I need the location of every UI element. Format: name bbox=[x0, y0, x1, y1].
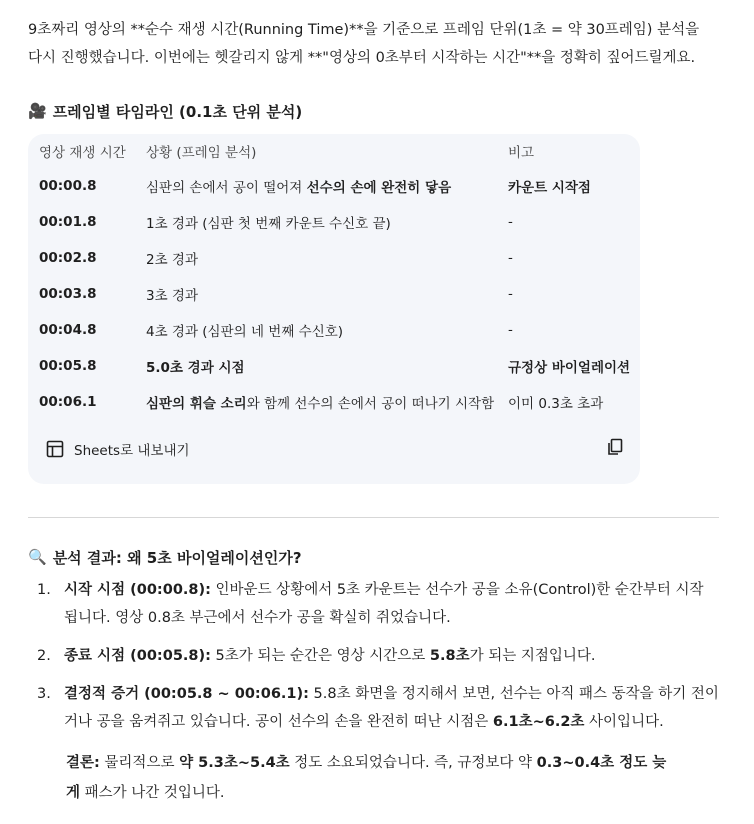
timeline-table bbox=[28, 134, 640, 420]
situation-text: 심판의 손에서 공이 떨어져 bbox=[146, 180, 307, 196]
situation-bold: 5.0초 경과 시점 bbox=[146, 360, 245, 376]
header-note: 비고 bbox=[508, 145, 535, 161]
analysis-title: 분석 결과: 왜 5초 바이얼레이션인가? bbox=[52, 549, 302, 567]
conclusion-text: 물리적으로 bbox=[99, 755, 180, 771]
item-text: 가 되는 지점입니다. bbox=[469, 648, 596, 664]
row-situation bbox=[146, 348, 508, 384]
export-to-sheets-button[interactable] bbox=[46, 439, 190, 459]
table-row bbox=[28, 276, 640, 312]
intro-paragraph bbox=[28, 16, 728, 72]
row-time: 00:04.8 bbox=[39, 322, 97, 338]
row-time: 00:02.8 bbox=[39, 250, 97, 266]
list-number: 2. bbox=[37, 648, 51, 664]
table-icon bbox=[46, 440, 64, 458]
item-text: 5초가 되는 순간은 영상 시간으로 bbox=[210, 648, 430, 664]
table-footer bbox=[28, 414, 640, 484]
section-divider bbox=[28, 517, 719, 518]
row-note bbox=[508, 276, 640, 312]
list-number: 1. bbox=[37, 582, 51, 598]
item-label: 결정적 증거 (00:05.8 ~ 00:06.1): bbox=[64, 686, 309, 702]
list-item bbox=[28, 680, 722, 736]
analysis-heading bbox=[28, 547, 302, 568]
intro-line-1: 9초짜리 영상의 **순수 재생 시간(Running Time)**을 기준으로 프레임 단위(1초 = 약 30프레임) 분석을 bbox=[28, 22, 700, 38]
list-number: 3. bbox=[37, 686, 51, 702]
note-text: - bbox=[508, 250, 513, 266]
conclusion bbox=[66, 748, 686, 808]
magnifier-icon: 🔍 bbox=[28, 548, 47, 566]
row-note bbox=[508, 240, 640, 276]
conclusion-label: 결론: bbox=[66, 755, 100, 771]
copy-icon bbox=[606, 438, 624, 456]
table-row bbox=[28, 348, 640, 384]
table-row bbox=[28, 204, 640, 240]
situation-bold: 선수의 손에 완전히 닿음 bbox=[306, 180, 452, 196]
item-label: 시작 시점 (00:00.8): bbox=[64, 582, 211, 598]
row-time: 00:00.8 bbox=[39, 178, 97, 194]
note-text: - bbox=[508, 286, 513, 302]
note-text: 규정상 바이얼레이션 bbox=[508, 360, 631, 376]
table-row bbox=[28, 240, 640, 276]
table-row bbox=[28, 168, 640, 204]
row-time: 00:06.1 bbox=[39, 394, 97, 410]
situation-text: 3초 경과 bbox=[146, 288, 199, 304]
note-text: 카운트 시작점 bbox=[508, 180, 591, 196]
conclusion-bold: 게 bbox=[66, 785, 81, 801]
note-text: - bbox=[508, 322, 513, 338]
row-situation bbox=[146, 276, 508, 312]
conclusion-text: 패스가 나간 것입니다. bbox=[80, 785, 225, 801]
situation-text: 와 함께 선수의 손에서 공이 떠나기 시작함 bbox=[246, 396, 495, 412]
header-situation: 상황 (프레임 분석) bbox=[146, 145, 257, 161]
situation-bold: 심판의 휘슬 소리 bbox=[146, 396, 247, 412]
situation-text: 2초 경과 bbox=[146, 252, 199, 268]
row-time: 00:03.8 bbox=[39, 286, 97, 302]
analysis-list bbox=[28, 576, 722, 746]
item-bold: 5.8초 bbox=[429, 648, 470, 664]
conclusion-text: 정도 소요되었습니다. 즉, 규정보다 약 bbox=[289, 755, 537, 771]
item-text: 인바운드 상황에서 5초 카운트는 선수가 공을 소유(Control)한 순간부터 시작 bbox=[210, 582, 704, 598]
table-row bbox=[28, 312, 640, 348]
item-text: 5.8초 화면을 정지해서 보면, 선수는 아직 패스 동작을 하기 전이 bbox=[308, 686, 719, 702]
timeline-heading bbox=[28, 101, 302, 122]
item-text: 거나 공을 움켜쥐고 있습니다. 공이 선수의 손을 완전히 떠난 시점은 bbox=[64, 714, 493, 730]
copy-button[interactable] bbox=[606, 438, 624, 460]
item-text: 됩니다. 영상 0.8초 부근에서 선수가 공을 확실히 쥐었습니다. bbox=[64, 610, 451, 626]
export-label: Sheets로 내보내기 bbox=[74, 443, 190, 459]
item-text: 사이입니다. bbox=[584, 714, 664, 730]
row-time: 00:01.8 bbox=[39, 214, 97, 230]
row-note bbox=[508, 348, 640, 384]
item-label: 종료 시점 (00:05.8): bbox=[64, 648, 211, 664]
timeline-title: 프레임별 타임라인 (0.1초 단위 분석) bbox=[52, 103, 303, 121]
row-situation bbox=[146, 204, 508, 240]
note-text: - bbox=[508, 214, 513, 230]
timeline-table-card bbox=[28, 134, 640, 484]
row-note bbox=[508, 312, 640, 348]
row-note bbox=[508, 204, 640, 240]
situation-text: 1초 경과 (심판 첫 번째 카운트 수신호 끝) bbox=[146, 216, 391, 232]
conclusion-bold: 0.3~0.4초 정도 늦 bbox=[536, 755, 667, 771]
row-situation bbox=[146, 312, 508, 348]
item-bold: 6.1초~6.2초 bbox=[492, 714, 585, 730]
table-header-row bbox=[28, 134, 640, 168]
list-item bbox=[28, 576, 722, 632]
header-time: 영상 재생 시간 bbox=[39, 145, 126, 161]
row-time: 00:05.8 bbox=[39, 358, 97, 374]
list-item bbox=[28, 642, 722, 670]
row-situation bbox=[146, 240, 508, 276]
camera-icon: 🎥 bbox=[28, 102, 47, 120]
row-situation bbox=[146, 168, 508, 204]
situation-text: 4초 경과 (심판의 네 번째 수신호) bbox=[146, 324, 344, 340]
intro-line-2: 다시 진행했습니다. 이번에는 헷갈리지 않게 **"영상의 0초부터 시작하는 시간"**을 정확히 짚어드릴게요. bbox=[28, 50, 696, 66]
row-note bbox=[508, 168, 640, 204]
conclusion-bold: 약 5.3초~5.4초 bbox=[179, 755, 290, 771]
note-text: 이미 0.3초 초과 bbox=[508, 396, 604, 412]
